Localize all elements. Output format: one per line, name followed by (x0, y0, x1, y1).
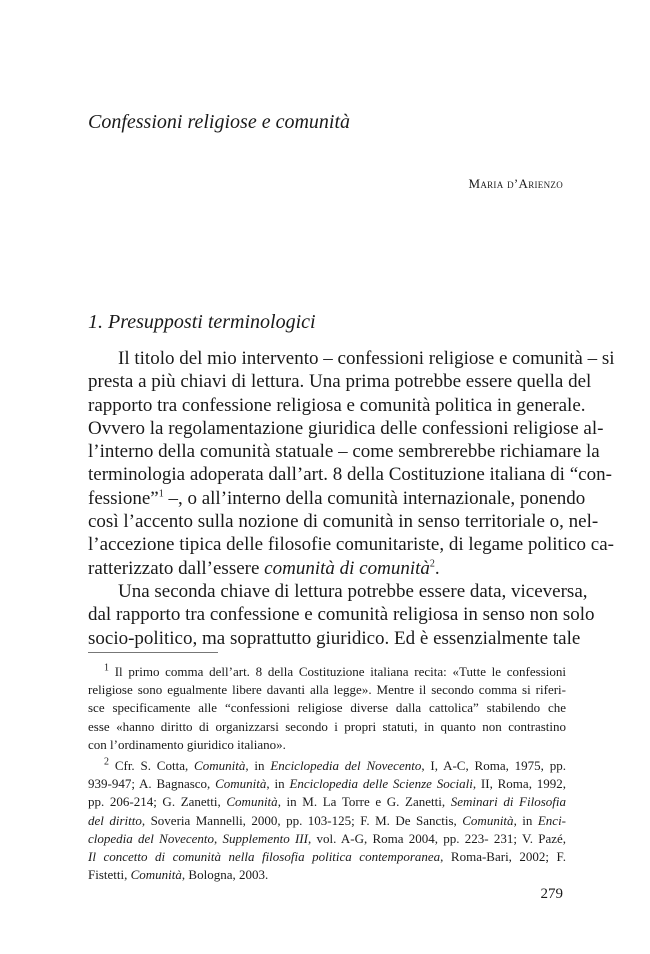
body-line: rapporto tra confessione religiosa e comunità politica in generale. (88, 394, 586, 416)
citation-title: Seminari di Filosofia (450, 794, 566, 810)
footnote-1-line: esse «hanno diritto di organizzarsi secondo i propri statuti, in quanto non contrastino (88, 718, 566, 734)
footnote-2-line (88, 775, 566, 793)
footnote-2-line (88, 793, 566, 811)
citation-title: Enci- (537, 812, 567, 828)
citation-title: Supplemento III (222, 830, 308, 846)
footnote-text: , in (245, 757, 271, 773)
footnote-2-line (88, 757, 566, 775)
emphasis-text: comunità di comunità (264, 557, 430, 579)
chapter-title: Confessioni religiose e comunità (88, 111, 351, 133)
footnote-text: 939-947; A. Bagnasco, (88, 776, 216, 792)
footnote-divider (88, 652, 218, 653)
body-line: terminologia adoperata dall’art. 8 della Costituzione italiana di “con- (88, 464, 612, 486)
footnote-text: , Soveria Mannelli, 2000, pp. 103-125; F. M. De Sanctis, (141, 812, 463, 828)
footnote-text: Cfr. S. Cotta, (109, 757, 195, 773)
footnote-marker: 2 (104, 756, 109, 768)
citation-title: Il concetto di comunità nella filosofia politica contemporanea (88, 848, 441, 864)
footnote-1-line: sce specificamente alle “confessioni religiose diverse dalla cattolica” stabilendo che (88, 700, 566, 716)
body-text-fragment: . (434, 557, 440, 579)
footnote-1-line: con l’ordinamento giuridico italiano». (88, 736, 286, 752)
body-text-fragment: fessione” (88, 487, 159, 509)
citation-title: Comunità (462, 812, 514, 828)
footnote-1-line (88, 663, 566, 681)
citation-title: Comunità (194, 757, 246, 773)
footnote-text: , I, A-C, Roma, 1975, pp. (421, 757, 566, 773)
body-line: presta a più chiavi di lettura. Una prima potrebbe essere quella del (88, 371, 592, 393)
author-name: Maria d’Arienzo (468, 176, 563, 191)
footnote-text: Fistetti, (88, 867, 131, 883)
footnote-text: , II, Roma, 1992, (472, 776, 567, 792)
body-line (88, 557, 566, 580)
footnotes (88, 663, 566, 884)
body-text-fragment: –, o all’interno della comunità internazionale, ponendo (163, 487, 586, 509)
footnote-marker: 1 (104, 662, 109, 674)
body-text (88, 347, 615, 650)
footnote-ref-1[interactable]: 1 (158, 488, 164, 500)
footnote-text: , Bologna, 2003. (181, 867, 269, 883)
citation-title: Enciclopedia del Novecento (270, 757, 422, 773)
body-line (88, 487, 586, 510)
body-line: socio-politico, ma soprattutto giuridico. Ed è essenzialmente tale (88, 627, 581, 649)
body-line: così l’accento sulla nozione di comunità in senso territoriale o, nel- (88, 511, 599, 533)
footnote-text: , vol. A-G, Roma 2004, pp. 223- 231; V. Pazé, (307, 830, 567, 846)
footnote-text: , Roma-Bari, 2002; F. (440, 848, 566, 864)
citation-title: Comunità (226, 794, 278, 810)
footnote-2-line (88, 830, 566, 848)
footnote-text: , (214, 830, 223, 846)
footnote-text: , in (266, 776, 290, 792)
citation-title: Comunità (215, 776, 267, 792)
footnote-ref-2[interactable]: 2 (429, 558, 435, 570)
footnote-1-line: religiose sono egualmente libere davanti alla legge». Mentre il secondo comma si riferi- (88, 682, 566, 698)
footnote-text: , in M. La Torre e G. Zanetti, (277, 794, 451, 810)
body-text-fragment: ratterizzato dall’essere (88, 557, 265, 579)
footnote-2-line (88, 848, 566, 866)
footnote-2-line (88, 812, 566, 830)
citation-title: del diritto (88, 812, 142, 828)
citation-title: clopedia del Novecento (88, 830, 215, 846)
section-heading: 1. Presupposti terminologici (88, 311, 316, 333)
body-line: Il titolo del mio intervento – confessioni religiose e comunità – si (118, 348, 615, 369)
footnote-text: Il primo comma dell’art. 8 della Costituzione italiana recita: «Tutte le confessioni (109, 664, 566, 679)
citation-title: Enciclopedia delle Scienze Sociali (289, 776, 473, 792)
footnote-text: , in (513, 812, 538, 828)
body-line: Ovvero la regolamentazione giuridica delle confessioni religiose al- (88, 417, 604, 439)
citation-title: Comunità (130, 867, 182, 883)
body-line: Una seconda chiave di lettura potrebbe essere data, viceversa, (118, 580, 588, 602)
body-line: l’accezione tipica delle filosofie comunitariste, di legame politico ca- (88, 534, 614, 556)
footnote-2-line (88, 866, 566, 884)
body-line: l’interno della comunità statuale – come sembrerebbe richiamare la (88, 441, 600, 463)
page-number: 279 (540, 886, 563, 902)
footnote-text: pp. 206-214; G. Zanetti, (88, 794, 227, 810)
body-line: dal rapporto tra confessione e comunità religiosa in senso non solo (88, 604, 595, 626)
